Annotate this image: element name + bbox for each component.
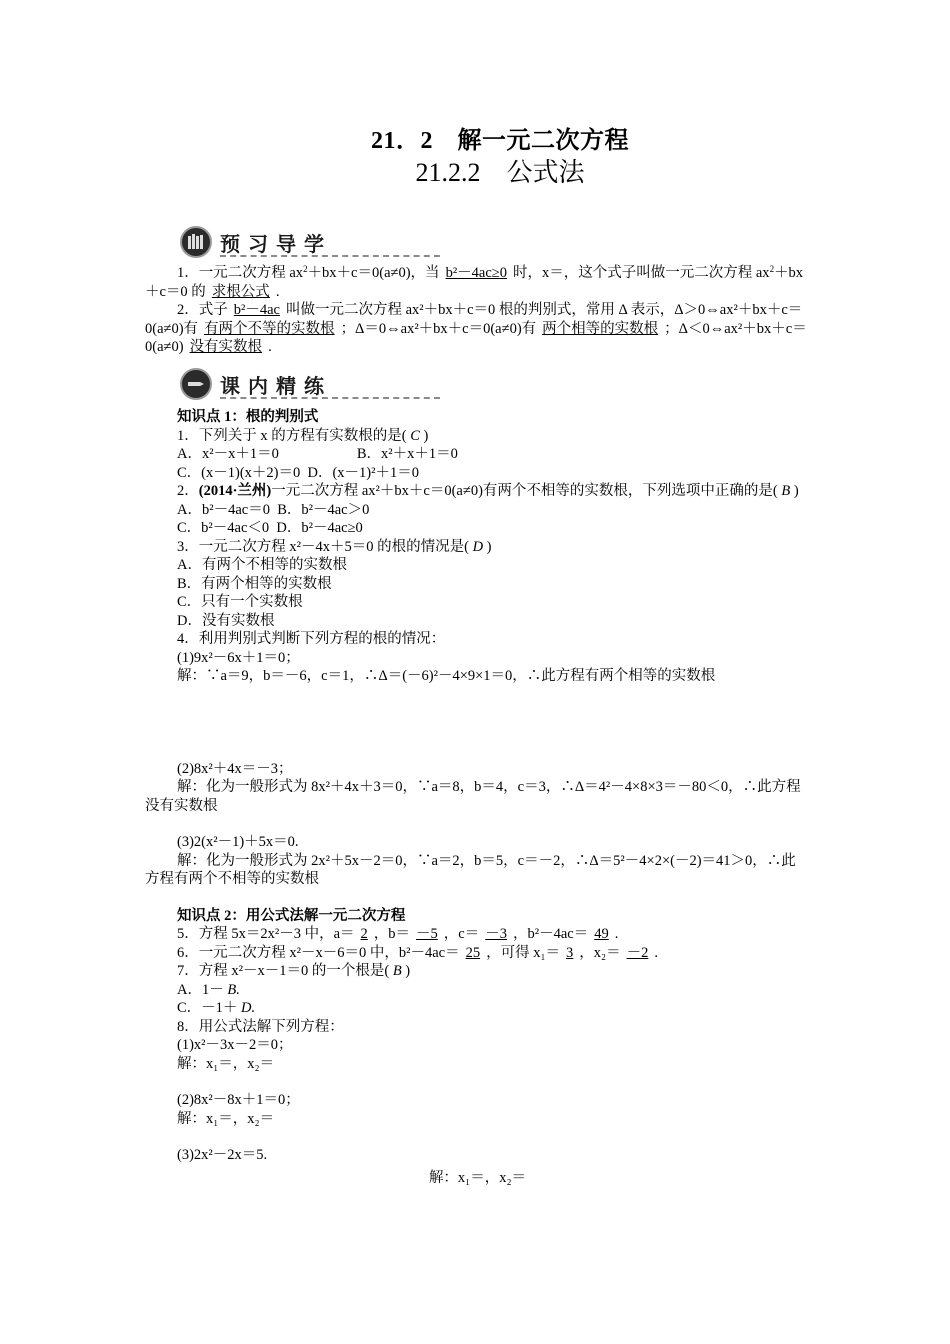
pencil-icon: [180, 368, 212, 400]
answer-blank: b²－4ac: [233, 302, 280, 318]
option-row: C．b²－4ac＜0 D．b²－4ac≥0: [177, 520, 363, 536]
solution-8-2: 解：x₁＝，x₂＝: [177, 1110, 275, 1127]
question-6: 6．一元二次方程 x²－x－6＝0 中，b²－4ac＝ 25 ，可得 x₁＝ 3 ，x₂＝ －2 .: [177, 944, 658, 961]
option-C: C．只有一个实数根: [177, 594, 303, 610]
option-row: A．x²－x＋1＝0 B．x²＋x＋1＝0: [177, 446, 458, 462]
question-4-3: (3)2(x²－1)＋5x＝0.: [177, 834, 299, 850]
option-A: A．有两个不相等的实数根: [177, 557, 347, 573]
section-title: 21．2 解一元二次方程: [371, 128, 629, 154]
answer-blank: 没有实数根: [189, 339, 263, 355]
question-2: 2．(2014·兰州)一元二次方程 ax²＋bx＋c＝0(a≠0)有两个不相等的实数根，下列选项中正确的是( B ): [177, 483, 799, 499]
answer-blank: 两个相等的实数根: [542, 320, 659, 337]
banner-practice-label: 课内精练: [220, 374, 332, 398]
question-1: 1．下列关于 x 的方程有实数根的是( C ): [177, 427, 429, 444]
solution-4-1: 解：∵a＝9，b＝－6，c＝1，∴Δ＝(－6)²－4×9×1＝0，∴此方程有两个相等的实数根: [177, 668, 716, 684]
solution-4-2: 解：化为一般形式为 8x²＋4x＋3＝0，∵a＝8，b＝4，c＝3，∴Δ＝4²－4×8×3＝－80＜0，∴此方程没有实数根: [145, 779, 801, 814]
answer-blank: －5: [416, 926, 438, 942]
solution-8-3: 解：x₁＝，x₂＝: [428, 1169, 527, 1186]
answer-blank: 2: [360, 926, 368, 942]
banner-divider: [220, 397, 440, 399]
books-icon: [180, 226, 212, 258]
practice-section: [145, 408, 810, 1187]
answer-blank: 25: [465, 944, 481, 961]
question-8-2: (2)8x²－8x＋1＝0；: [177, 1092, 300, 1108]
solution-4-3: 解：化为一般形式为 2x²＋5x－2＝0，∵a＝2，b＝5，c＝－2，∴Δ＝5²－4×2×(－2)＝41＞0，∴此方程有两个不相等的实数根: [145, 852, 796, 887]
answer-blank: 49: [594, 926, 609, 942]
banner-practice: [180, 368, 440, 400]
option-B: B．有两个相等的实数根: [177, 575, 332, 592]
preview-q1: 1．一元二次方程 $ax^2+bx+c=0(a\ne 0)$，当 b²－4ac≥0 时，x＝，这个式子叫做一元二次方程 $ax^2+bx+c=0$ 的 求根公式 .: [145, 264, 804, 300]
banner-preview: [180, 226, 440, 258]
option-D: D．没有实数根: [177, 612, 275, 629]
preview-q2: 2．式子 b²－4ac 叫做一元二次方程 ax²＋bx＋c＝0 根的判别式，常用 Δ 表示，Δ＞0⇔ax²＋bx＋c＝0(a≠0)有 有两个不等的实数根 ；Δ＝0⇔ax²＋bx＋c＝0(a≠0)有 两个相等的实数根 ；Δ＜0⇔ax²＋bx＋c＝0(a≠0) 没有实数根 .: [145, 302, 807, 355]
question-8-1: (1)x²－3x－2＝0；: [177, 1037, 293, 1053]
banner-divider: [220, 255, 440, 257]
banner-preview-label: 预习导学: [220, 232, 332, 256]
question-7: 7．方程 x²－x－1＝0 的一个根是( B ): [177, 963, 411, 979]
subsection-title: 21.2.2 公式法: [415, 158, 585, 187]
option-row: C．(x－1)(x＋2)＝0 D．(x－1)²＋1＝0: [177, 464, 419, 481]
answer-blank: 3: [566, 944, 574, 961]
question-4: 4．利用判别式判断下列方程的根的情况：: [177, 631, 446, 647]
option-row: A．b²－4ac＝0 B．b²－4ac＞0: [177, 501, 370, 518]
question-8-3: (3)2x²－2x＝5.: [177, 1147, 268, 1163]
question-3: 3．一元二次方程 x²－4x＋5＝0 的根的情况是( D ): [177, 538, 492, 555]
answer-blank: b²－4ac≥0: [445, 265, 507, 281]
answer-blank: －2: [626, 944, 649, 961]
knowledge-point-1: 知识点 1：根的判别式: [177, 409, 319, 425]
answer-blank: －3: [485, 926, 507, 942]
question-8: 8．用公式法解下列方程：: [177, 1018, 344, 1035]
knowledge-point-2: 知识点 2：用公式法解一元二次方程: [177, 907, 406, 924]
option-row: A．1－ B.: [177, 981, 240, 998]
answer-blank: 求根公式: [211, 283, 270, 300]
solution-8-1: 解：x₁＝，x₂＝: [177, 1055, 275, 1072]
question-5: 5．方程 5x＝2x²－3 中，a＝ 2 ，b＝ －5 ，c＝ －3 ，b²－4ac＝ 49 .: [177, 926, 619, 942]
question-4-1: (1)9x²－6x＋1＝0；: [177, 649, 300, 666]
answer-blank: 有两个不等的实数根: [204, 320, 335, 337]
preview-section: [145, 264, 810, 357]
question-4-2: (2)8x²＋4x＝－3；: [177, 760, 293, 777]
option-row: C．－1＋ D.: [177, 1000, 256, 1016]
